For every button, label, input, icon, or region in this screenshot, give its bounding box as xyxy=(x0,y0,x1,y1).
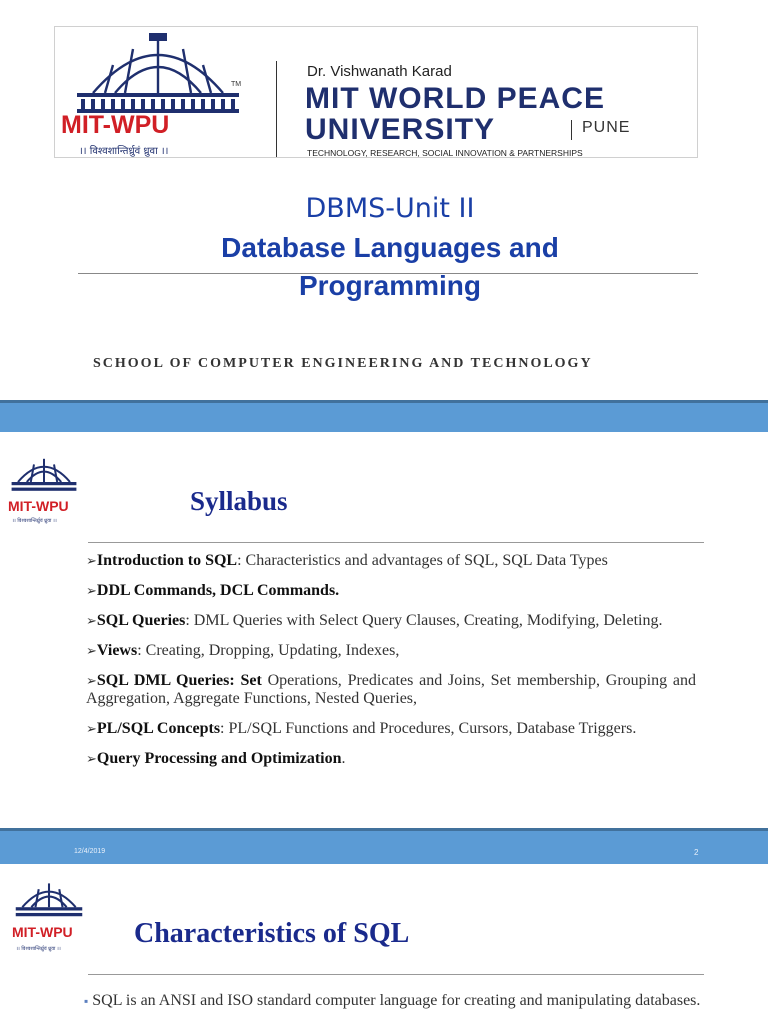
list-item: ➢DDL Commands, DCL Commands. xyxy=(86,582,340,599)
logo-motto: ।। विश्वशान्तिर्ध्रुवं ध्रुवा ।। xyxy=(79,146,169,157)
list-item: ➢Introduction to SQL: Characteristics and advantages of SQL, SQL Data Types xyxy=(86,552,608,569)
slide-logo xyxy=(10,878,94,962)
city-divider xyxy=(571,120,572,140)
slide-logo xyxy=(6,454,86,534)
dome-logo-icon xyxy=(6,454,82,494)
slide-separator-band xyxy=(0,400,768,432)
square-bullet-icon: ▪ xyxy=(84,994,89,1008)
banner-divider xyxy=(276,61,277,157)
list-item: ➢Query Processing and Optimization. xyxy=(86,750,346,767)
school-name: SCHOOL OF COMPUTER ENGINEERING AND TECHNOLOGY xyxy=(93,356,593,371)
arrow-bullet-icon: ➢ xyxy=(86,721,97,736)
slide-title-line1: DBMS-Unit II xyxy=(305,193,475,224)
slide-title-line3: Programming xyxy=(298,270,482,301)
footer-page-number: 2 xyxy=(694,848,699,857)
syllabus-list xyxy=(86,552,696,780)
arrow-bullet-icon: ➢ xyxy=(86,643,97,658)
characteristics-slide xyxy=(0,864,768,1024)
arrow-bullet-icon: ➢ xyxy=(86,553,97,568)
university-city: PUNE xyxy=(582,119,631,136)
list-item: ▪ SQL is an ANSI and ISO standard computer language for creating and manipulating databases. xyxy=(84,992,701,1009)
slide-title: Characteristics of SQL xyxy=(134,918,410,949)
university-banner xyxy=(54,26,698,158)
logo-motto: ।। विश्वशान्तिर्ध्रुवं ध्रुवा ।। xyxy=(12,518,57,524)
logo-motto: ।। विश्वशान्तिर्ध्रुवं ध्रुवा ।। xyxy=(16,946,61,952)
list-item: ➢PL/SQL Concepts: PL/SQL Functions and Procedures, Cursors, Database Triggers. xyxy=(86,720,637,737)
list-item: ➢SQL DML Queries: Set Operations, Predicates and Joins, Set membership, Grouping and Aggregation, Aggregate Functions, Nested Queries, xyxy=(86,672,696,707)
title-divider xyxy=(88,974,704,975)
university-prefix: Dr. Vishwanath Karad xyxy=(307,63,452,80)
arrow-bullet-icon: ➢ xyxy=(86,751,97,766)
arrow-bullet-icon: ➢ xyxy=(86,673,97,688)
logo-text: MIT-WPU xyxy=(61,111,170,139)
syllabus-slide xyxy=(0,432,768,828)
dome-logo-icon xyxy=(10,878,88,920)
list-item: ➢Views: Creating, Dropping, Updating, Indexes, xyxy=(86,642,400,659)
slide-title: Syllabus xyxy=(190,486,288,516)
arrow-bullet-icon: ➢ xyxy=(86,613,97,628)
title-slide xyxy=(0,0,768,400)
title-divider xyxy=(88,542,704,543)
logo-text: MIT-WPU xyxy=(8,498,69,514)
footer-date: 12/4/2019 xyxy=(74,848,106,855)
logo-text: MIT-WPU xyxy=(12,924,73,940)
university-name-line2: UNIVERSITY xyxy=(305,113,496,146)
list-item: ➢SQL Queries: DML Queries with Select Query Clauses, Creating, Modifying, Deleting. xyxy=(86,612,663,629)
logo-tm: TM xyxy=(231,81,242,88)
university-tagline: TECHNOLOGY, RESEARCH, SOCIAL INNOVATION & PARTNERSHIPS xyxy=(307,148,583,158)
university-name-line1: MIT WORLD PEACE xyxy=(305,82,605,115)
slide-title-line2: Database Languages and xyxy=(221,232,559,263)
arrow-bullet-icon: ➢ xyxy=(86,583,97,598)
dome-logo-icon xyxy=(63,31,253,115)
slide-footer-band xyxy=(0,828,768,864)
